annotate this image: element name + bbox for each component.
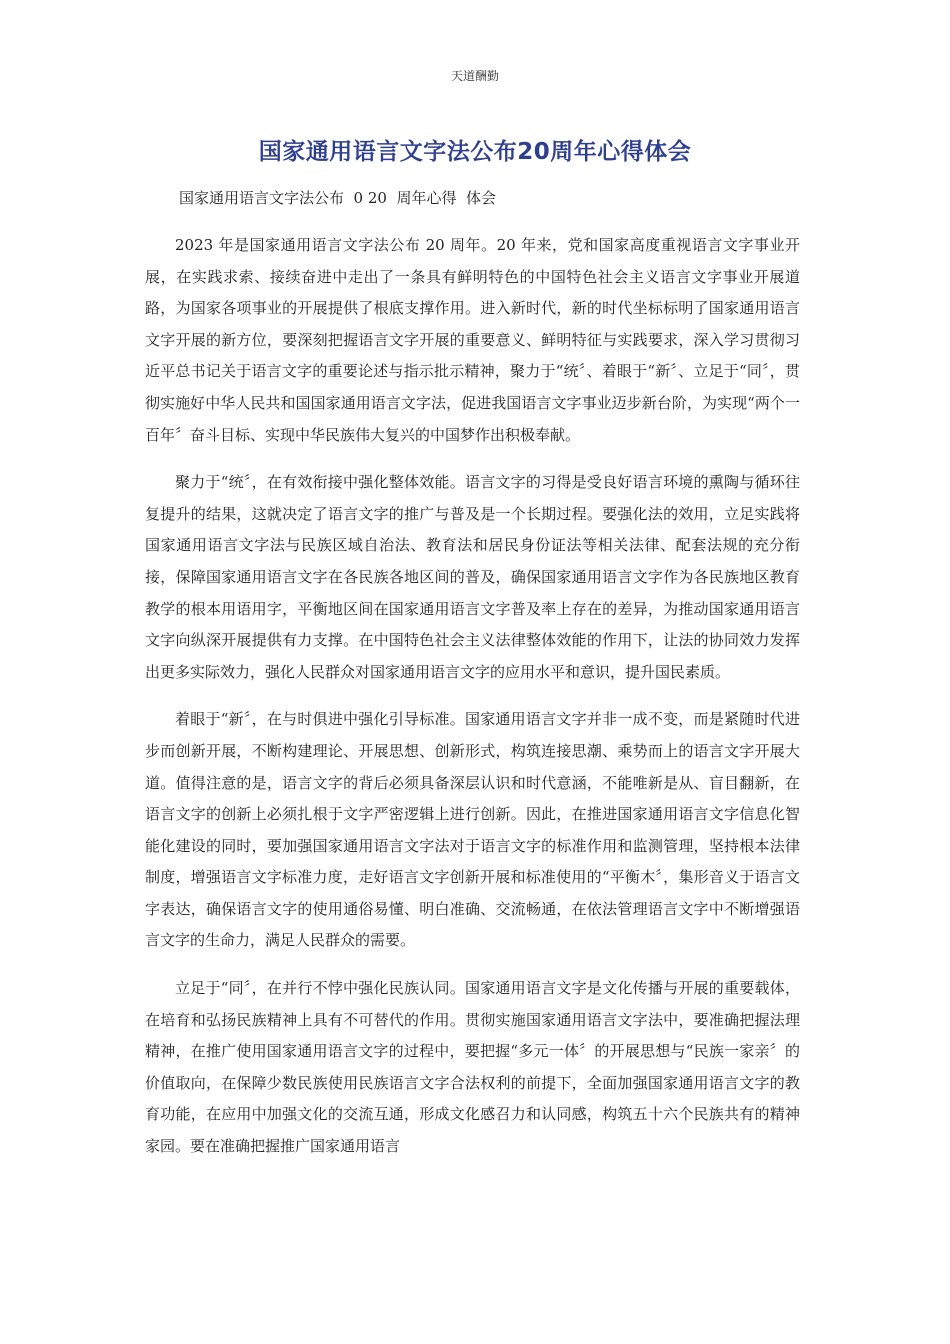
page-header: 天道酬勤	[450, 69, 499, 83]
paragraph-intro: 2023 年是国家通用语言文字法公布 20 周年。20 年来，党和国家高度重视语言文字事业开展，在实践求索、接续奋进中走出了一条具有鲜明特色的中国特色社会主义语言文字事业开展道路，为国家各项事业的开展提供了根底支撑作用。进入新时代，新的时代坐标标明了国家通用语言文字开展的新方位，要深刻把握语言文字开展的重要意义、鲜明特征与实践要求，深入学习贯彻习近平总书记关于语言文字的重要论述与指示批示精神，聚力于“统〞、着眼于“新〞、立足于“同〞，贯彻实施好中华人民共和国国家通用语言文字法，促进我国语言文字事业迈步新台阶，为实现“两个一百年〞奋斗目标、实现中华民族伟大复兴的中国梦作出积极奉献。	[145, 236, 800, 444]
document-body	[145, 230, 800, 1179]
paragraph-innovation: 着眼于“新〞，在与时俱进中强化引导标准。国家通用语言文字并非一成不变，而是紧随时代进步而创新开展，不断构建理论、开展思想、创新形式，构筑连接思潮、乘势而上的语言文字开展大道。值得注意的是，语言文字的背后必须具备深层认识和时代意涵，不能唯新是从、盲目翻新，在语言文字的创新上必须扎根于文字严密逻辑上进行创新。因此，在推进国家通用语言文字信息化智能化建设的同时，要加强国家通用语言文字法对于语言文字的标准作用和监测管理，坚持根本法律制度，增强语言文字标准力度，走好语言文字创新开展和标准使用的“平衡木〞，集形音义于语言文字表达，确保语言文字的使用通俗易懂、明白准确、交流畅通，在依法管理语言文字中不断增强语言文字的生命力，满足人民群众的需要。	[145, 710, 800, 950]
document-subtitle: 国家通用语言文字法公布 0 20 周年心得 体会	[179, 189, 497, 207]
paragraph-identity: 立足于“同〞，在并行不悖中强化民族认同。国家通用语言文字是文化传播与开展的重要载体，在培育和弘扬民族精神上具有不可替代的作用。贯彻实施国家通用语言文字法中，要准确把握法理精神，在推广使用国家通用语言文字的过程中，要把握“多元一体〞的开展思想与“民族一家亲〞的价值取向，在保障少数民族使用民族语言文字合法权利的前提下，全面加强国家通用语言文字的教育功能，在应用中加强文化的交流互通，形成文化感召力和认同感，构筑五十六个民族共有的精神家园。要在准确把握推广国家通用语言	[145, 979, 800, 1156]
paragraph-unity: 聚力于“统〞，在有效衔接中强化整体效能。语言文字的习得是受良好语言环境的熏陶与循环往复提升的结果，这就决定了语言文字的推广与普及是一个长期过程。要强化法的效用，立足实践将国家通用语言文字法与民族区域自治法、教育法和居民身份证法等相关法律、配套法规的充分衔接，保障国家通用语言文字在各民族各地区间的普及，确保国家通用语言文字作为各民族地区教育教学的根本用语用字，平衡地区间在国家通用语言文字普及率上存在的差异，为推动国家通用语言文字向纵深开展提供有力支撑。在中国特色社会主义法律整体效能的作用下，让法的协同效力发挥出更多实际效力，强化人民群众对国家通用语言文字的应用水平和意识，提升国民素质。	[145, 473, 800, 681]
document-title: 国家通用语言文字法公布20周年心得体会	[258, 139, 692, 165]
